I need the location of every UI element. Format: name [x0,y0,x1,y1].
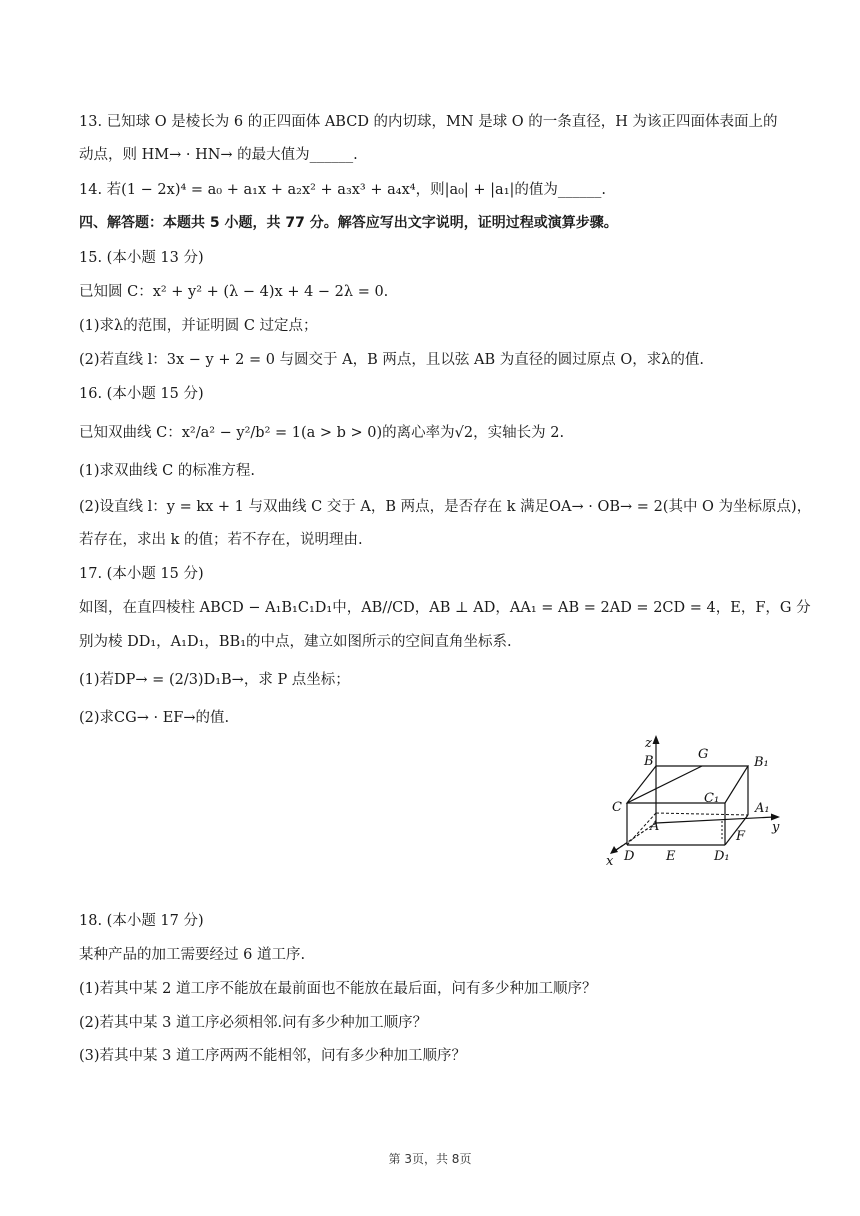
label-z: z [645,736,652,751]
segment-cg [627,766,702,803]
problem-18-part1: (1)若其中某 2 道工序不能放在最前面也不能放在最后面，问有多少种加工顺序？ [79,981,597,997]
problem-16-part1: (1)求双曲线 C 的标准方程. [79,463,255,479]
problem-13-line1: 13. 已知球 O 是棱长为 6 的正四面体 ABCD 的内切球，MN 是球 O 的一条直径，H 为该正四面体表面上的 [79,114,778,130]
problem-17-header: 17. (本小题 15 分) [79,566,204,582]
label-C: C [612,800,622,815]
problem-18-header: 18. (本小题 17 分) [79,913,204,929]
section-heading-4: 四、解答题：本题共 5 小题，共 77 分。解答应写出文字说明，证明过程或演算步骤。 [79,215,618,231]
label-D1: D₁ [714,849,730,864]
problem-16-part2-line1: (2)设直线 l：y = kx + 1 与双曲线 C 交于 A，B 两点，是否存在 k 满足OA→ · OB→ = 2(其中 O 为坐标原点)， [79,499,812,515]
problem-16-text: 已知双曲线 C：x²/a² − y²/b² = 1(a > b > 0)的离心率为√2，实轴长为 2. [79,425,565,441]
problem-13-line2: 动点，则 HM→ · HN→ 的最大值为______. [79,147,358,163]
problem-16-part2-line2: 若存在，求出 k 的值；若不存在，说明理由. [79,532,363,548]
problem-17-part2: (2)求CG→ · EF→的值. [79,710,230,726]
problem-15-part1: (1)求λ的范围，并证明圆 C 过定点； [79,318,318,334]
problem-15-part2: (2)若直线 l：3x − y + 2 = 0 与圆交于 A，B 两点，且以弦 AB 为直径的圆过原点 O，求λ的值. [79,352,705,368]
label-C1: C₁ [704,791,720,806]
problem-18-part3: (3)若其中某 3 道工序两两不能相邻，问有多少种加工顺序？ [79,1048,466,1064]
label-F: F [736,829,746,844]
problem-17-part1: (1)若DP→ = (2/3)D₁B→，求 P 点坐标； [79,672,350,688]
label-D: D [624,849,635,864]
label-A1: A₁ [755,801,770,816]
z-arrow-icon [653,735,660,744]
label-E: E [666,849,676,864]
y-axis [656,817,774,823]
problem-18-text: 某种产品的加工需要经过 6 道工序. [79,947,306,963]
label-A: A [650,819,660,834]
label-y: y [772,820,780,835]
label-G: G [698,747,709,762]
problem-18-part2: (2)若其中某 3 道工序必须相邻.问有多少种加工顺序？ [79,1015,428,1031]
label-x: x [606,854,614,868]
top-face [627,766,748,803]
label-B: B [644,754,654,769]
problem-17-text-line2: 别为棱 DD₁，A₁D₁，BB₁的中点，建立如图所示的空间直角坐标系. [79,634,512,650]
problem-15-text: 已知圆 C：x² + y² + (λ − 4)x + 4 − 2λ = 0. [79,284,389,300]
problem-15-header: 15. (本小题 13 分) [79,250,204,266]
problem-17-text-line1: 如图，在直四棱柱 ABCD − A₁B₁C₁D₁中，AB//CD，AB ⊥ AD，AA₁ = AB = 2AD = 2CD = 4，E，F，G 分 [79,600,811,616]
prism-figure [600,733,790,868]
problem-16-header: 16. (本小题 15 分) [79,386,204,402]
page-footer: 第 3页，共 8页 [388,1152,472,1166]
problem-14: 14. 若(1 − 2x)⁴ = a₀ + a₁x + a₂x² + a₃x³ + a₄x⁴，则|a₀| + |a₁|的值为______. [79,182,606,198]
label-B1: B₁ [754,755,769,770]
